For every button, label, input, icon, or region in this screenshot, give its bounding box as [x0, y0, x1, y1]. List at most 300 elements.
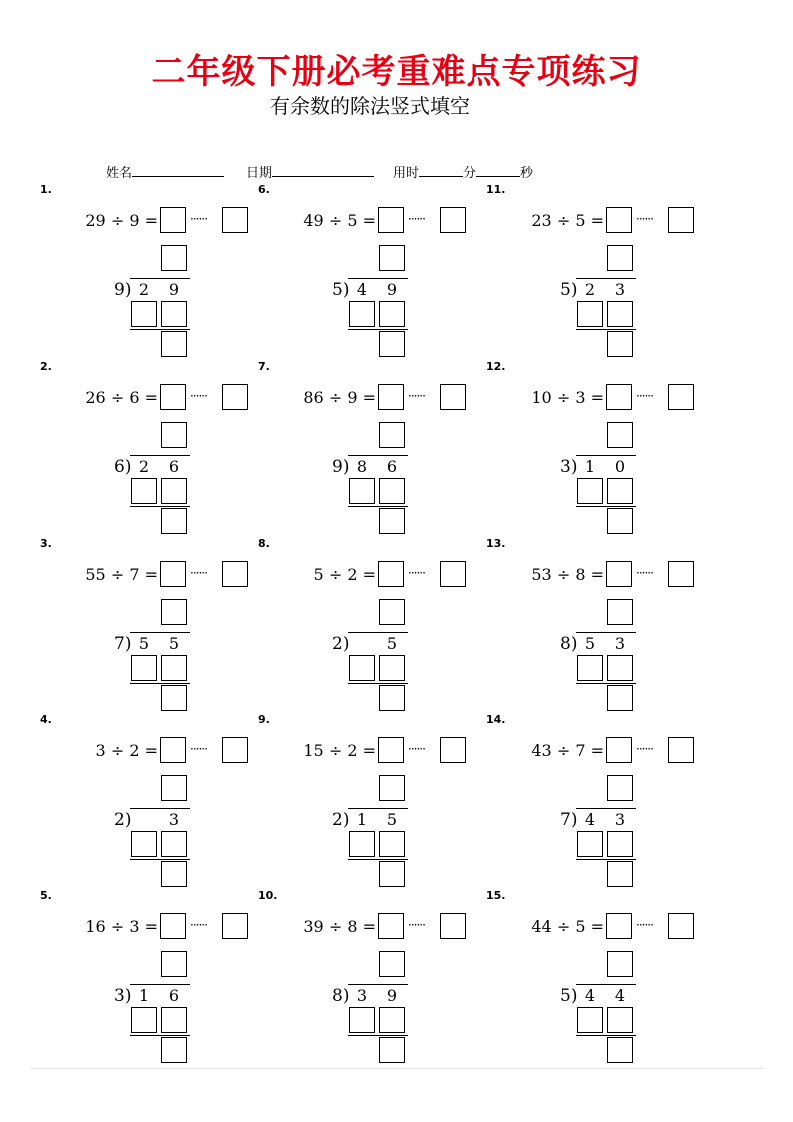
bracket-divisor: 7	[114, 634, 125, 654]
problem-number: 11.	[486, 183, 506, 196]
quotient-digit-box[interactable]	[161, 599, 187, 625]
quotient-digit-box[interactable]	[161, 951, 187, 977]
divide-sign: ÷	[110, 917, 125, 936]
dividend: 44	[531, 917, 552, 936]
subtraction-line	[348, 506, 408, 507]
problem-number: 3.	[40, 537, 52, 550]
remainder-dots: ······	[408, 389, 425, 403]
divide-sign: ÷	[328, 741, 343, 760]
remainder-result-box[interactable]	[607, 685, 633, 711]
bracket-divisor: 8	[332, 986, 343, 1006]
quotient-answer-box[interactable]	[378, 384, 404, 410]
dividend-ones-digit: 4	[614, 986, 626, 1005]
dividend: 10	[531, 388, 552, 407]
remainder-result-box[interactable]	[379, 685, 405, 711]
division-bar	[348, 808, 408, 809]
seconds-label: 秒	[520, 166, 534, 181]
remainder-result-box[interactable]	[379, 861, 405, 887]
dividend-tens-digit: 2	[138, 280, 150, 299]
bracket-divisor: 6	[114, 457, 125, 477]
division-bar	[576, 278, 636, 279]
quotient-digit-box[interactable]	[379, 245, 405, 271]
equation	[50, 913, 158, 941]
product-ones-box[interactable]	[379, 478, 405, 504]
remainder-answer-box[interactable]	[222, 913, 248, 939]
dividend-tens-digit: 1	[356, 810, 368, 829]
remainder-result-box[interactable]	[607, 331, 633, 357]
remainder-dots: ······	[190, 566, 207, 580]
remainder-answer-box[interactable]	[668, 561, 694, 587]
dividend-tens-digit: 5	[584, 634, 596, 653]
product-tens-box[interactable]	[577, 831, 603, 857]
product-tens-box[interactable]	[577, 1007, 603, 1033]
division-bar	[576, 808, 636, 809]
problem-card	[40, 713, 250, 888]
long-division-bracket: 9)	[332, 457, 350, 477]
dividend-tens-digit: 1	[584, 457, 596, 476]
equals-sign: =	[144, 211, 158, 230]
bracket-divisor: 9	[332, 457, 343, 477]
problem-card	[258, 889, 468, 1064]
bracket-divisor: 7	[560, 810, 571, 830]
remainder-answer-box[interactable]	[668, 207, 694, 233]
problem-card	[258, 537, 468, 712]
divide-sign: ÷	[110, 211, 125, 230]
dividend: 43	[531, 741, 552, 760]
long-division-bracket: 8)	[332, 986, 350, 1006]
remainder-dots: ······	[408, 566, 425, 580]
problem-number: 1.	[40, 183, 52, 196]
remainder-result-box[interactable]	[607, 1037, 633, 1063]
division-bar	[130, 455, 190, 456]
divide-sign: ÷	[328, 565, 343, 584]
product-tens-box[interactable]	[349, 301, 375, 327]
dividend: 55	[85, 565, 106, 584]
problem-card	[258, 360, 468, 535]
quotient-answer-box[interactable]	[160, 384, 186, 410]
quotient-answer-box[interactable]	[606, 207, 632, 233]
dividend-ones-digit: 5	[168, 634, 180, 653]
quotient-digit-box[interactable]	[379, 951, 405, 977]
long-division-bracket: 8)	[560, 634, 578, 654]
subtraction-line	[130, 859, 190, 860]
product-ones-box[interactable]	[379, 831, 405, 857]
remainder-answer-box[interactable]	[222, 737, 248, 763]
dividend-ones-digit: 3	[168, 810, 180, 829]
divisor: 9	[347, 388, 358, 407]
quotient-digit-box[interactable]	[607, 599, 633, 625]
problem-number: 2.	[40, 360, 52, 373]
bracket-divisor: 2	[114, 810, 125, 830]
equation	[50, 737, 158, 765]
dividend-tens-digit: 4	[584, 810, 596, 829]
equals-sign: =	[590, 388, 604, 407]
divide-sign: ÷	[556, 388, 571, 407]
division-bar	[130, 808, 190, 809]
equation	[268, 384, 376, 412]
equation	[496, 737, 604, 765]
dividend: 39	[303, 917, 324, 936]
quotient-answer-box[interactable]	[606, 913, 632, 939]
quotient-answer-box[interactable]	[606, 737, 632, 763]
problem-card	[40, 537, 250, 712]
product-tens-box[interactable]	[131, 1007, 157, 1033]
remainder-result-box[interactable]	[161, 331, 187, 357]
quotient-answer-box[interactable]	[160, 207, 186, 233]
remainder-answer-box[interactable]	[668, 913, 694, 939]
problem-card	[486, 537, 696, 712]
remainder-dots: ······	[190, 742, 207, 756]
remainder-dots: ······	[636, 212, 653, 226]
product-tens-box[interactable]	[577, 301, 603, 327]
bracket-divisor: 8	[560, 634, 571, 654]
subtraction-line	[348, 1035, 408, 1036]
remainder-result-box[interactable]	[161, 1037, 187, 1063]
division-bar	[576, 455, 636, 456]
seconds-blank[interactable]	[476, 164, 520, 177]
problem-number: 14.	[486, 713, 506, 726]
minutes-label: 分	[463, 166, 477, 181]
bracket-divisor: 5	[560, 986, 571, 1006]
dividend: 53	[531, 565, 552, 584]
product-tens-box[interactable]	[577, 655, 603, 681]
quotient-digit-box[interactable]	[607, 951, 633, 977]
divisor: 2	[347, 565, 358, 584]
division-bar	[576, 632, 636, 633]
divide-sign: ÷	[110, 565, 125, 584]
product-ones-box[interactable]	[161, 478, 187, 504]
quotient-digit-box[interactable]	[161, 245, 187, 271]
dividend-ones-digit: 9	[386, 986, 398, 1005]
quotient-digit-box[interactable]	[607, 245, 633, 271]
remainder-result-box[interactable]	[161, 508, 187, 534]
name-blank[interactable]	[132, 164, 224, 177]
equals-sign: =	[590, 741, 604, 760]
bracket-divisor: 2	[332, 810, 343, 830]
equals-sign: =	[590, 211, 604, 230]
remainder-answer-box[interactable]	[222, 207, 248, 233]
subtraction-line	[130, 1035, 190, 1036]
divisor: 5	[575, 211, 586, 230]
divisor: 8	[575, 565, 586, 584]
equals-sign: =	[362, 388, 376, 407]
dividend-tens-digit: 1	[138, 986, 150, 1005]
quotient-answer-box[interactable]	[378, 561, 404, 587]
equals-sign: =	[144, 741, 158, 760]
division-bar	[348, 278, 408, 279]
quotient-answer-box[interactable]	[378, 207, 404, 233]
quotient-digit-box[interactable]	[161, 775, 187, 801]
remainder-result-box[interactable]	[607, 508, 633, 534]
quotient-answer-box[interactable]	[378, 737, 404, 763]
bracket-divisor: 3	[114, 986, 125, 1006]
divisor: 9	[129, 211, 140, 230]
remainder-result-box[interactable]	[161, 861, 187, 887]
problem-card	[486, 360, 696, 535]
division-bar	[130, 278, 190, 279]
divisor: 3	[575, 388, 586, 407]
equals-sign: =	[362, 917, 376, 936]
division-bar	[130, 632, 190, 633]
subtraction-line	[130, 506, 190, 507]
dividend: 86	[303, 388, 324, 407]
remainder-answer-box[interactable]	[222, 384, 248, 410]
quotient-answer-box[interactable]	[160, 561, 186, 587]
dividend-ones-digit: 6	[168, 986, 180, 1005]
product-tens-box[interactable]	[131, 478, 157, 504]
dividend-tens-digit: 4	[584, 986, 596, 1005]
dividend: 15	[303, 741, 324, 760]
page-title: 二年级下册必考重难点专项练习	[151, 52, 642, 92]
problem-number: 5.	[40, 889, 52, 902]
remainder-dots: ······	[636, 918, 653, 932]
long-division-bracket: 2)	[332, 634, 350, 654]
equals-sign: =	[362, 211, 376, 230]
divisor: 8	[347, 917, 358, 936]
equation	[496, 207, 604, 235]
divide-sign: ÷	[556, 565, 571, 584]
date-blank[interactable]	[272, 164, 374, 177]
product-ones-box[interactable]	[379, 301, 405, 327]
footer-divider	[30, 1068, 763, 1069]
dividend: 49	[303, 211, 324, 230]
bracket-divisor: 5	[332, 280, 343, 300]
subtraction-line	[130, 683, 190, 684]
quotient-digit-box[interactable]	[607, 775, 633, 801]
equation	[50, 561, 158, 589]
problem-number: 4.	[40, 713, 52, 726]
problem-card	[486, 889, 696, 1064]
quotient-answer-box[interactable]	[606, 384, 632, 410]
long-division-bracket: 2)	[332, 810, 350, 830]
product-tens-box[interactable]	[131, 655, 157, 681]
bracket-divisor: 5	[560, 280, 571, 300]
equals-sign: =	[362, 565, 376, 584]
equation	[268, 913, 376, 941]
product-tens-box[interactable]	[131, 831, 157, 857]
equals-sign: =	[590, 565, 604, 584]
long-division-bracket: 7)	[560, 810, 578, 830]
dividend-tens-digit: 5	[138, 634, 150, 653]
problem-number: 13.	[486, 537, 506, 550]
dividend: 5	[313, 565, 324, 584]
problem-card	[486, 713, 696, 888]
minutes-blank[interactable]	[419, 164, 463, 177]
subtraction-line	[348, 859, 408, 860]
remainder-result-box[interactable]	[379, 331, 405, 357]
divide-sign: ÷	[110, 388, 125, 407]
divide-sign: ÷	[328, 917, 343, 936]
equation	[50, 384, 158, 412]
equation	[268, 561, 376, 589]
remainder-answer-box[interactable]	[440, 384, 466, 410]
equals-sign: =	[144, 917, 158, 936]
divisor: 7	[575, 741, 586, 760]
product-ones-box[interactable]	[607, 478, 633, 504]
quotient-answer-box[interactable]	[160, 913, 186, 939]
remainder-dots: ······	[190, 212, 207, 226]
problem-number: 6.	[258, 183, 270, 196]
remainder-dots: ······	[636, 742, 653, 756]
page-subtitle: 有余数的除法竖式填空	[270, 94, 470, 118]
dividend-tens-digit: 3	[356, 986, 368, 1005]
bracket-divisor: 3	[560, 457, 571, 477]
division-bar	[576, 984, 636, 985]
product-tens-box[interactable]	[131, 301, 157, 327]
remainder-answer-box[interactable]	[440, 913, 466, 939]
product-tens-box[interactable]	[349, 655, 375, 681]
date-field[interactable]	[246, 162, 374, 181]
long-division-bracket: 7)	[114, 634, 132, 654]
remainder-answer-box[interactable]	[222, 561, 248, 587]
long-division-bracket: 5)	[560, 280, 578, 300]
name-field[interactable]	[106, 162, 224, 181]
product-tens-box[interactable]	[349, 1007, 375, 1033]
quotient-digit-box[interactable]	[379, 599, 405, 625]
remainder-answer-box[interactable]	[440, 737, 466, 763]
divisor: 5	[347, 211, 358, 230]
remainder-dots: ······	[636, 566, 653, 580]
quotient-digit-box[interactable]	[379, 422, 405, 448]
dividend-ones-digit: 6	[168, 457, 180, 476]
dividend: 3	[95, 741, 106, 760]
problem-card	[40, 360, 250, 535]
remainder-dots: ······	[408, 212, 425, 226]
subtraction-line	[348, 329, 408, 330]
dividend-tens-digit: 2	[584, 280, 596, 299]
remainder-dots: ······	[408, 742, 425, 756]
subtraction-line	[576, 329, 636, 330]
quotient-answer-box[interactable]	[160, 737, 186, 763]
equals-sign: =	[590, 917, 604, 936]
problem-number: 12.	[486, 360, 506, 373]
product-ones-box[interactable]	[161, 655, 187, 681]
quotient-answer-box[interactable]	[378, 913, 404, 939]
dividend-ones-digit: 9	[168, 280, 180, 299]
long-division-bracket: 3)	[114, 986, 132, 1006]
remainder-dots: ······	[190, 389, 207, 403]
problem-number: 7.	[258, 360, 270, 373]
dividend-ones-digit: 3	[614, 280, 626, 299]
remainder-result-box[interactable]	[379, 1037, 405, 1063]
equals-sign: =	[144, 388, 158, 407]
long-division-bracket: 9)	[114, 280, 132, 300]
divisor: 7	[129, 565, 140, 584]
dividend-ones-digit: 5	[386, 810, 398, 829]
long-division-bracket: 3)	[560, 457, 578, 477]
equation	[496, 561, 604, 589]
problem-number: 10.	[258, 889, 278, 902]
dividend: 29	[85, 211, 106, 230]
divisor: 5	[575, 917, 586, 936]
division-bar	[130, 984, 190, 985]
quotient-digit-box[interactable]	[607, 422, 633, 448]
product-ones-box[interactable]	[607, 655, 633, 681]
divisor: 6	[129, 388, 140, 407]
divisor: 3	[129, 917, 140, 936]
quotient-digit-box[interactable]	[161, 422, 187, 448]
remainder-result-box[interactable]	[161, 685, 187, 711]
problem-number: 8.	[258, 537, 270, 550]
division-bar	[348, 984, 408, 985]
date-label: 日期	[246, 166, 273, 181]
product-ones-box[interactable]	[607, 1007, 633, 1033]
equation	[496, 384, 604, 412]
dividend-ones-digit: 6	[386, 457, 398, 476]
product-tens-box[interactable]	[349, 478, 375, 504]
dividend-tens-digit: 2	[138, 457, 150, 476]
divide-sign: ÷	[328, 388, 343, 407]
equals-sign: =	[362, 741, 376, 760]
quotient-digit-box[interactable]	[379, 775, 405, 801]
divisor: 2	[347, 741, 358, 760]
dividend: 16	[85, 917, 106, 936]
long-division-bracket: 6)	[114, 457, 132, 477]
subtraction-line	[576, 1035, 636, 1036]
remainder-answer-box[interactable]	[440, 561, 466, 587]
product-ones-box[interactable]	[379, 655, 405, 681]
dividend-ones-digit: 9	[386, 280, 398, 299]
product-ones-box[interactable]	[161, 831, 187, 857]
long-division-bracket: 2)	[114, 810, 132, 830]
dividend-ones-digit: 5	[386, 634, 398, 653]
divide-sign: ÷	[556, 917, 571, 936]
divisor: 2	[129, 741, 140, 760]
remainder-dots: ······	[190, 918, 207, 932]
remainder-result-box[interactable]	[379, 508, 405, 534]
product-ones-box[interactable]	[161, 301, 187, 327]
divide-sign: ÷	[556, 211, 571, 230]
product-ones-box[interactable]	[607, 831, 633, 857]
name-label: 姓名	[106, 166, 133, 181]
subtraction-line	[576, 506, 636, 507]
problem-card	[486, 183, 696, 358]
product-ones-box[interactable]	[607, 301, 633, 327]
equation	[268, 737, 376, 765]
remainder-answer-box[interactable]	[668, 384, 694, 410]
divide-sign: ÷	[110, 741, 125, 760]
quotient-answer-box[interactable]	[606, 561, 632, 587]
remainder-result-box[interactable]	[607, 861, 633, 887]
product-tens-box[interactable]	[349, 831, 375, 857]
product-tens-box[interactable]	[577, 478, 603, 504]
time-label: 用时	[393, 166, 420, 181]
subtraction-line	[576, 683, 636, 684]
equation	[50, 207, 158, 235]
problem-card	[258, 713, 468, 888]
division-bar	[348, 632, 408, 633]
time-field[interactable]	[393, 162, 533, 181]
dividend-ones-digit: 0	[614, 457, 626, 476]
bracket-divisor: 2	[332, 634, 343, 654]
subtraction-line	[348, 683, 408, 684]
product-ones-box[interactable]	[379, 1007, 405, 1033]
remainder-dots: ······	[408, 918, 425, 932]
equation	[268, 207, 376, 235]
dividend-tens-digit: 4	[356, 280, 368, 299]
equation	[496, 913, 604, 941]
remainder-answer-box[interactable]	[668, 737, 694, 763]
long-division-bracket: 5)	[560, 986, 578, 1006]
problem-card	[258, 183, 468, 358]
problem-card	[40, 183, 250, 358]
product-ones-box[interactable]	[161, 1007, 187, 1033]
divide-sign: ÷	[556, 741, 571, 760]
dividend-ones-digit: 3	[614, 634, 626, 653]
remainder-answer-box[interactable]	[440, 207, 466, 233]
subtraction-line	[130, 329, 190, 330]
bracket-divisor: 9	[114, 280, 125, 300]
